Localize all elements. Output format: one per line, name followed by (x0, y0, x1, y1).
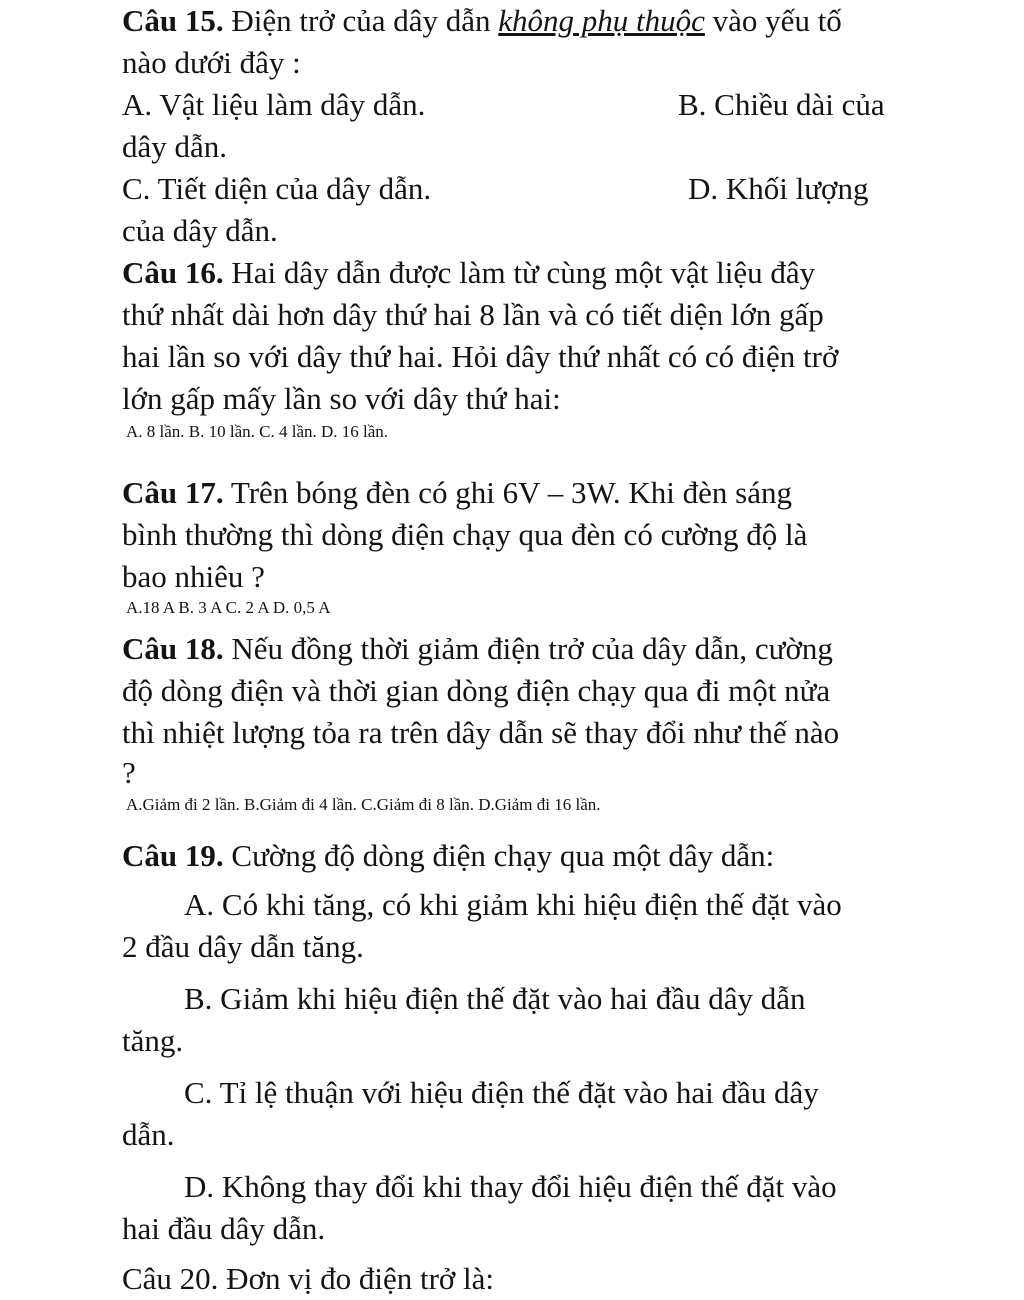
q17-options: A.18 A B. 3 A C. 2 A D. 0,5 A (126, 598, 331, 617)
q19-option-c-line1: C. Tỉ lệ thuận với hiệu điện thế đặt vào hai đầu dây (184, 1075, 819, 1110)
q18-line1 (122, 628, 922, 670)
q16-line4: lớn gấp mấy lần so với dây thứ hai: (122, 381, 561, 416)
q19-option-d-line1: D. Không thay đổi khi thay đổi hiệu điện thế đặt vào (184, 1169, 837, 1204)
q17-line1 (122, 472, 922, 514)
q16-options: A. 8 lần. B. 10 lần. C. 4 lần. D. 16 lần. (126, 422, 389, 441)
q15-option-c: C. Tiết diện của dây dẫn. (122, 171, 432, 206)
q15-underlined: không phụ thuộc (498, 3, 705, 38)
q19-text1: Cường độ dòng điện chạy qua một dây dẫn: (231, 838, 775, 873)
q20-partial-line: Câu 20. Đơn vị đo điện trở là: (122, 1261, 495, 1296)
q15-number: Câu 15. (122, 3, 224, 38)
q18-line2: độ dòng điện và thời gian dòng điện chạy qua đi một nửa (122, 673, 831, 708)
q17-text1: Trên bóng đèn có ghi 6V – 3W. Khi đèn sáng (230, 475, 792, 510)
q19-option-a-line1: A. Có khi tăng, có khi giảm khi hiệu điện thế đặt vào (184, 887, 842, 922)
q19-option-b-line1: B. Giảm khi hiệu điện thế đặt vào hai đầu dây dẫn (184, 981, 806, 1016)
q15-option-b-part2: dây dẫn. (122, 129, 228, 164)
q15-line1 (122, 0, 922, 42)
q17-number: Câu 17. (122, 475, 224, 510)
q15-option-d-part2: của dây dẫn. (122, 213, 278, 248)
q15-text-post: vào yếu tố (712, 3, 842, 38)
q19-line1 (122, 835, 922, 877)
q16-number: Câu 16. (122, 255, 224, 290)
q18-text1: Nếu đồng thời giảm điện trở của dây dẫn, cường (231, 631, 833, 666)
q15-option-b-part1: B. Chiều dài của (678, 87, 885, 122)
q16-line3: hai lần so với dây thứ hai. Hỏi dây thứ nhất có có điện trở (122, 339, 839, 374)
q15-line2: nào dưới đây : (122, 45, 301, 80)
q16-text1: Hai dây dẫn được làm từ cùng một vật liệu đây (231, 255, 816, 290)
q19-option-b-line2: tăng. (122, 1023, 184, 1058)
q19-option-a-line2: 2 đầu dây dẫn tăng. (122, 929, 364, 964)
q19-number: Câu 19. (122, 838, 224, 873)
q15-text-pre: Điện trở của dây dẫn (231, 3, 491, 38)
q19-option-d-line2: hai đầu dây dẫn. (122, 1211, 326, 1246)
q16-line2: thứ nhất dài hơn dây thứ hai 8 lần và có tiết diện lớn gấp (122, 297, 824, 332)
q18-options: A.Giảm đi 2 lần. B.Giảm đi 4 lần. C.Giảm đi 8 lần. D.Giảm đi 16 lần. (126, 795, 601, 814)
q18-number: Câu 18. (122, 631, 224, 666)
q19-option-c-line2: dẫn. (122, 1117, 175, 1152)
q18-line4: ? (122, 755, 136, 790)
q15-option-a: A. Vật liệu làm dây dẫn. (122, 87, 426, 122)
q18-line3: thì nhiệt lượng tỏa ra trên dây dẫn sẽ thay đổi như thế nào (122, 715, 840, 750)
q17-line3: bao nhiêu ? (122, 559, 265, 594)
q16-line1 (122, 252, 922, 294)
q17-line2: bình thường thì dòng điện chạy qua đèn có cường độ là (122, 517, 808, 552)
q15-option-d-part1: D. Khối lượng (688, 171, 869, 206)
